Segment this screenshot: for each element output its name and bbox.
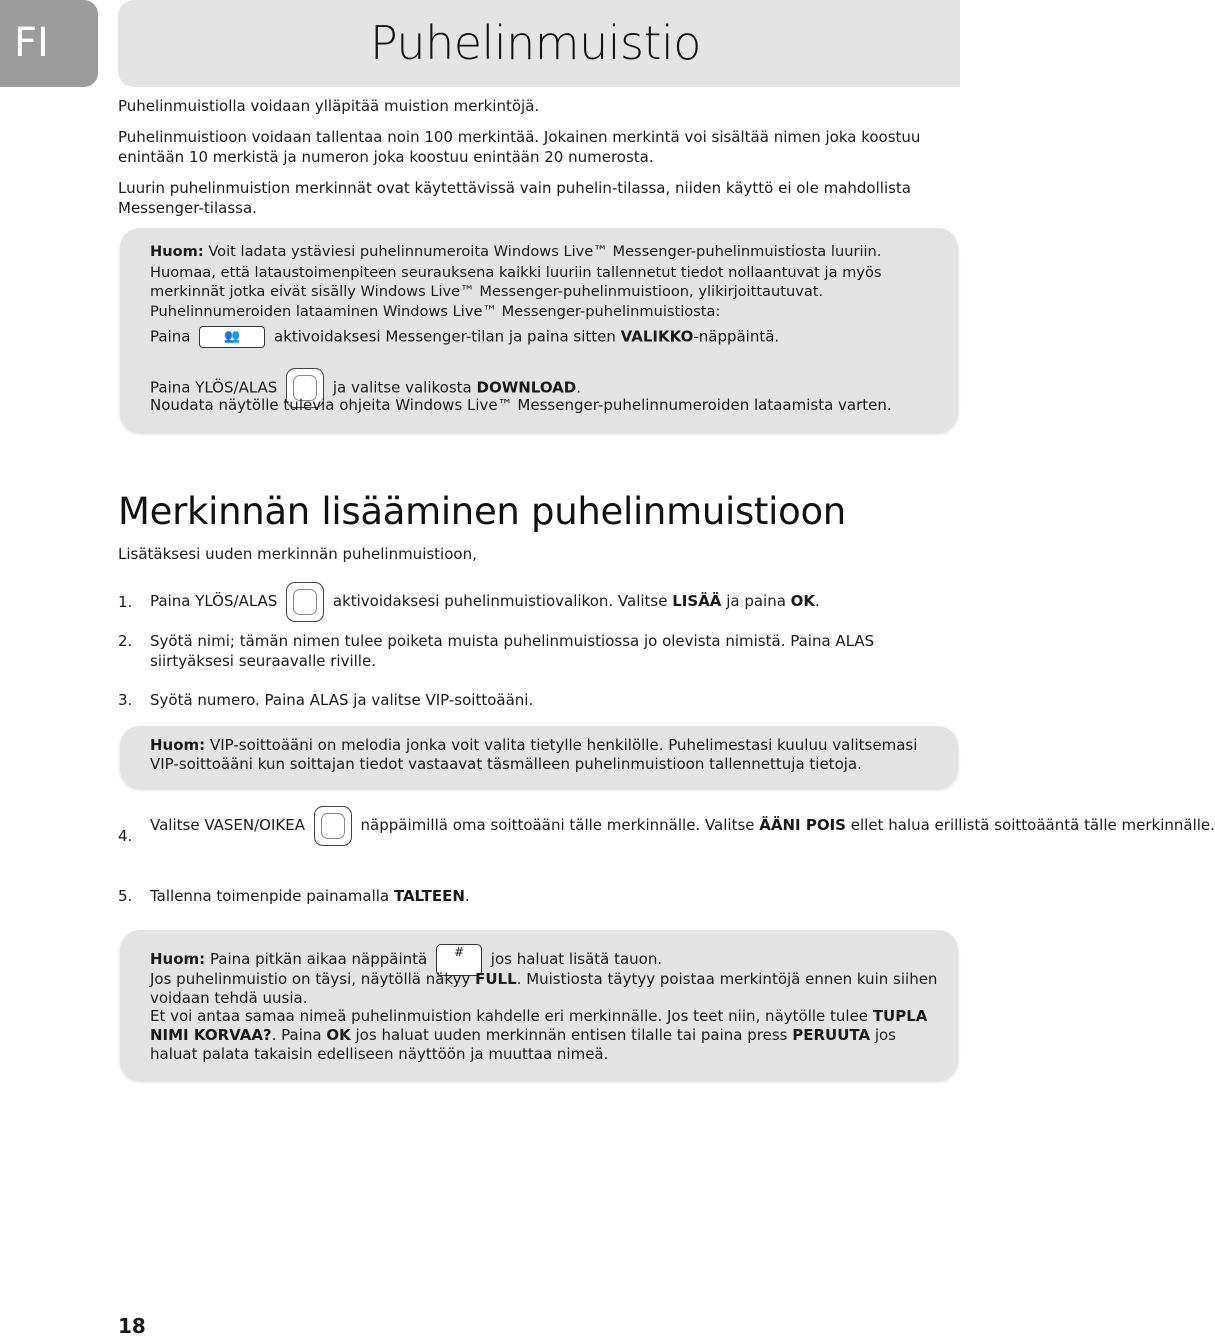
step-number: 2. — [118, 632, 133, 650]
messenger-key-icon: 👥 — [199, 326, 265, 348]
step-number: 1. — [118, 593, 133, 611]
note-tips-line2: Jos puhelinmuistio on täysi, näytöllä näkyy FULL. Muistiosta täytyy poistaa merkintöjä ennen kuin siihen voidaan tehdä uusia. — [150, 970, 938, 1007]
intro-paragraph-3: Luurin puhelinmuistion merkinnät ovat käytettävissä vain puhelin-tilassa, niiden käyttö ei ole mahdollista Messenger-tilassa. — [118, 179, 911, 217]
page-number: 18 — [118, 1314, 146, 1338]
step-5: Tallenna toimenpide painamalla TALTEEN. — [150, 887, 470, 905]
note-tips-line1: Huom: Paina pitkän aikaa näppäintä # jos haluat lisätä tauon. — [150, 942, 940, 976]
navigation-key-icon — [314, 806, 352, 846]
note-download — [120, 228, 958, 432]
step-2: Syötä nimi; tämän nimen tulee poiketa muista puhelinmuistiossa jo olevista nimistä. Paina ALAS siirtyäksesi seuraavalle riville. — [150, 632, 875, 670]
step-3: Syötä numero. Paina ALAS ja valitse VIP-soittoääni. — [150, 691, 534, 709]
step-number: 3. — [118, 691, 133, 709]
section-intro: Lisätäksesi uuden merkinnän puhelinmuistioon, — [118, 545, 477, 563]
step-1: Paina YLÖS/ALAS aktivoidaksesi puhelinmuistiovalikon. Valitse LISÄÄ ja paina OK. — [150, 581, 940, 622]
note-download-line1: Huom: Voit ladata ystäviesi puhelinnumeroita Windows Live™ Messenger-puhelinmuistiosta luuriin. — [150, 243, 882, 260]
note-download-line3: Puhelinnumeroiden lataaminen Windows Live™ Messenger-puhelinmuistiosta: — [150, 303, 721, 320]
step-4: Valitse VASEN/OIKEA näppäimillä oma soittoääni tälle merkinnälle. Valitse ÄÄNI POIS ellet halua erillistä soittoääntä tälle merkinnälle. — [150, 805, 940, 846]
intro-paragraph-1: Puhelinmuistiolla voidaan ylläpitää muistion merkintöjä. — [118, 97, 540, 115]
note-download-line2: Huomaa, että lataustoimenpiteen seurauksena kaikki luuriin tallennetut tiedot nollaantuvat ja myös merkinnät jotka eivät sisälly Windows Live™ Messenger-puhelinmuistioon, ylikirjoittautuvat. — [150, 264, 882, 300]
note-download-follow: Noudata näytölle tulevia ohjeita Windows Live™ Messenger-puhelinnumeroiden lataamista varten. — [150, 396, 892, 414]
note-tips — [120, 930, 958, 1080]
note-vip — [120, 726, 958, 788]
note-download-step2: Paina YLÖS/ALAS ja valitse valikosta DOWNLOAD. — [150, 368, 940, 408]
language-tab: FI — [0, 0, 98, 87]
navigation-key-icon — [286, 582, 324, 622]
step-number: 5. — [118, 887, 133, 905]
section-title: Merkinnän lisääminen puhelinmuistioon — [118, 490, 846, 533]
page-title: Puhelinmuistio — [370, 16, 701, 70]
note-vip-text: Huom: VIP-soittoääni on melodia jonka voit valita tietylle henkilölle. Puhelimestasi kuuluu valitsemasi VIP-soittoääni kun soittajan tiedot vastaavat täsmälleen puhelinmuistioon tallennettuja tietoja. — [150, 736, 918, 773]
note-download-step1: Paina 👥 aktivoidaksesi Messenger-tilan ja paina sitten VALIKKO-näppäintä. — [150, 326, 940, 348]
intro-paragraph-2: Puhelinmuistioon voidaan tallentaa noin 100 merkintää. Jokainen merkintä voi sisältää nimen joka koostuu enintään 10 merkistä ja numeron joka koostuu enintään 20 numerosta. — [118, 128, 921, 166]
step-number: 4. — [118, 827, 133, 845]
hash-key-icon: # — [436, 944, 482, 976]
note-tips-line3: Et voi antaa samaa nimeä puhelinmuistion kahdelle eri merkinnälle. Jos teet niin, näytölle tulee TUPLA NIMI KORVAA?. Paina OK jos haluat uuden merkinnän entisen tilalle tai paina press PERUUTA jos haluat palata takaisin edelliseen näyttöön ja muuttaa nimeä. — [150, 1007, 928, 1063]
